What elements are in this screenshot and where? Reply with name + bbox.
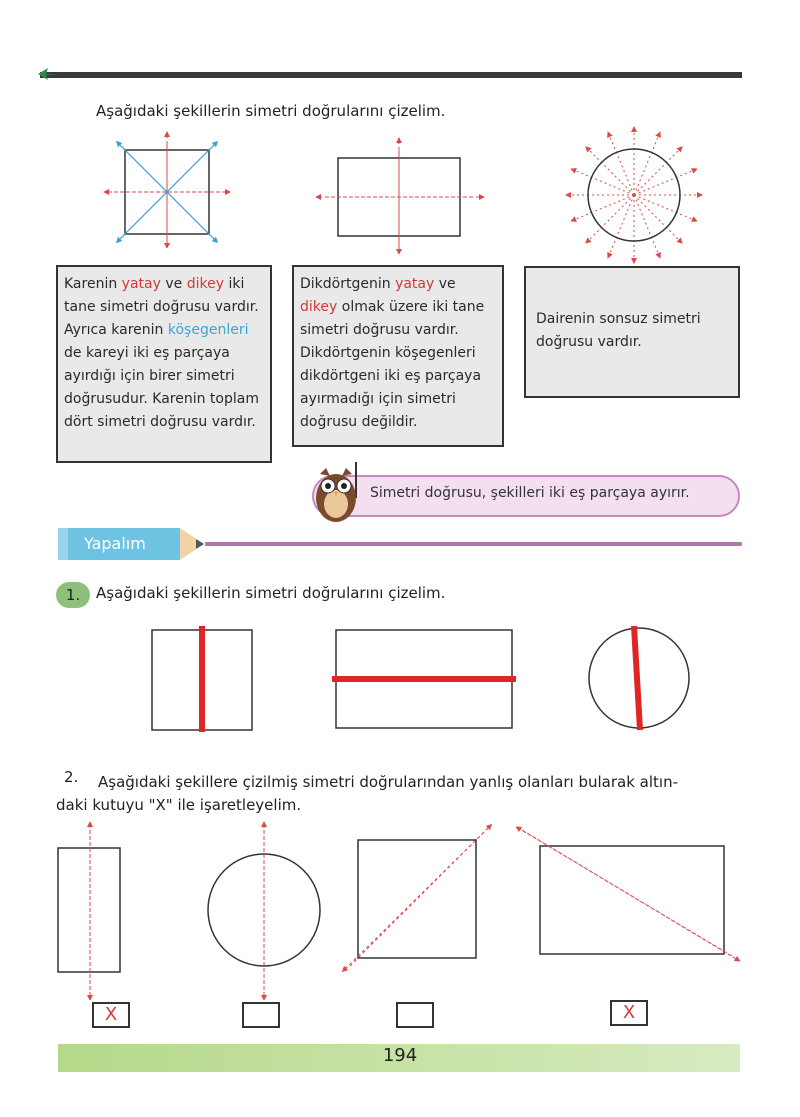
circle-symmetry-ray	[634, 170, 695, 195]
answer-box-2[interactable]	[242, 1002, 280, 1028]
page-number: 194	[382, 1045, 418, 1066]
q2-square-figure	[56, 820, 126, 1000]
square-info-yatay: yatay	[121, 276, 161, 292]
circle-symmetry-figure	[560, 124, 710, 266]
square-info-text: Karenin	[64, 276, 122, 292]
rectangle-info-box	[292, 265, 504, 447]
leaf-icon	[36, 66, 60, 82]
circle-symmetry-ray	[573, 195, 634, 220]
rect-info-yatay: yatay	[395, 276, 435, 292]
square-info-box	[56, 265, 272, 463]
q1-circle-symmetry-line	[634, 626, 640, 730]
question-1-text: Aşağıdaki şekillerin simetri doğrularını çizelim.	[96, 584, 446, 602]
section-title: Yapalım	[84, 534, 146, 553]
circle-symmetry-ray	[609, 134, 634, 195]
rectangle-symmetry-figure	[316, 134, 486, 254]
owl-icon	[308, 458, 370, 524]
q2-rectangle-diagonal-figure	[516, 824, 742, 964]
square-info-kosegen: köşegenleri	[167, 322, 249, 338]
section-divider	[205, 540, 742, 547]
square-info-text: ve	[160, 276, 187, 292]
circle-symmetry-ray	[634, 195, 659, 256]
circle-info-box	[524, 266, 740, 398]
circle-symmetry-ray	[634, 134, 659, 195]
question-1-number: 1.	[56, 582, 90, 608]
circle-info-text: Dairenin sonsuz simetri doğrusu vardır.	[536, 311, 701, 350]
square-symmetry-figure	[100, 128, 240, 248]
q1-circle-figure	[585, 622, 695, 734]
answer-box-3[interactable]	[396, 1002, 434, 1028]
circle-symmetry-ray	[609, 195, 634, 256]
rect-info-text: olmak üzere iki tane simetri doğrusu vardır. Dikdörtgenin köşegenleri dikdörtgeni iki eş parçaya ayırmadığı için simetri doğrusu değildir.	[300, 299, 485, 430]
circle-symmetry-ray	[634, 195, 695, 220]
square-info-dikey: dikey	[186, 276, 224, 292]
q1-square-figure	[148, 626, 258, 732]
answer-box-1[interactable]: X	[92, 1002, 130, 1028]
square-info-text: iki tane simetri doğrusu vardır. Ayrıca karenin	[64, 276, 259, 338]
rect-info-dikey: dikey	[300, 299, 338, 315]
answer-box-4[interactable]: X	[610, 1000, 648, 1026]
intro-instruction: Aşağıdaki şekillerin simetri doğrularını çizelim.	[96, 102, 446, 120]
rect-info-text: Dikdörtgenin	[300, 276, 396, 292]
question-2-text-line1: Aşağıdaki şekillere çizilmiş simetri doğrularından yanlış olanları bularak altın-	[98, 773, 678, 791]
q1-rectangle-figure	[332, 626, 516, 732]
circle-symmetry-ray	[573, 170, 634, 195]
question-2-number: 2.	[64, 768, 79, 786]
square-info-text: de kareyi iki eş parçaya ayırdığı için birer simetri doğrusudur. Karenin toplam dört simetri doğrusu vardır.	[64, 345, 259, 430]
q2-square-diagonal-figure	[342, 822, 494, 972]
header-bar	[40, 72, 742, 78]
note-text: Simetri doğrusu, şekilleri iki eş parçaya ayırır.	[370, 485, 690, 501]
q2-circle-figure	[204, 820, 326, 1000]
question-2-text-line2: daki kutuyu "X" ile işaretleyelim.	[56, 796, 302, 814]
rect-info-text: ve	[434, 276, 456, 292]
